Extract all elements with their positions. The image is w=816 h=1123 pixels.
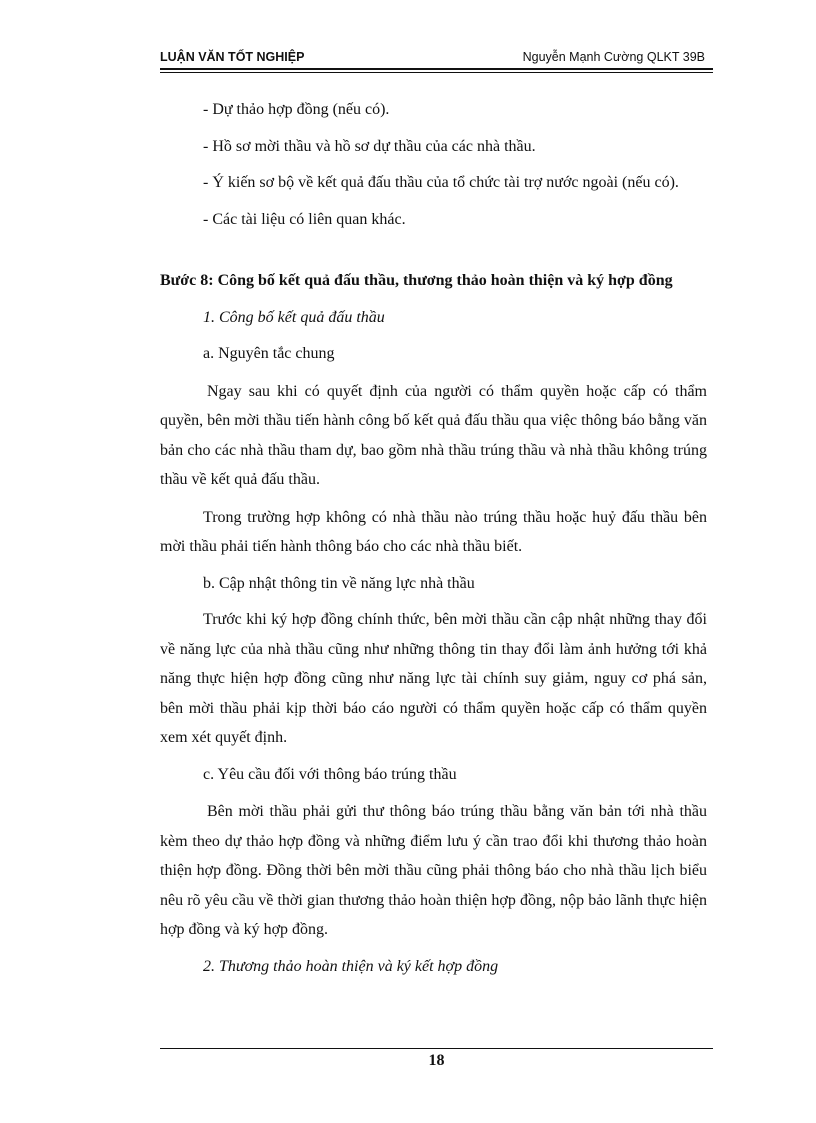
list-item: - Dự thảo hợp đồng (nếu có). [203,101,390,118]
subheading: c. Yêu cầu đối với thông báo trúng thầu [203,765,457,783]
thesis-label: LUẬN VĂN TỐT NGHIỆP [160,50,305,64]
header-rule-thin [160,72,713,73]
body-paragraph: Trong trường hợp không có nhà thầu nào trúng thầu hoặc huỷ đấu thầu bên mời thầu phải tiến hành thông báo cho các nhà thầu biết. [160,508,707,555]
page-body [160,95,707,981]
list-item: - Các tài liệu có liên quan khác. [203,210,406,228]
author-label: Nguyễn Mạnh Cường QLKT 39B [522,50,705,64]
body-paragraph: Ngay sau khi có quyết định của người có thẩm quyền hoặc cấp có thẩm quyền, bên mời thầu tiến hành công bố kết quả đấu thầu qua việc thông báo bằng văn bản cho các nhà thầu tham dự, bao gồm nhà thầu trúng thầu và nhà thầu không trúng thầu về kết quả đấu thầu. [160,382,707,488]
list-item: - Hồ sơ mời thầu và hồ sơ dự thầu của các nhà thầu. [203,137,536,155]
footer-rule [160,1048,713,1049]
list-item: - Ý kiến sơ bộ về kết quả đấu thầu của tổ chức tài trợ nước ngoài (nếu có). [203,174,679,191]
section-heading: Bước 8: Công bố kết quả đấu thầu, thương thảo hoàn thiện và ký hợp đồng [160,272,673,289]
header-rule [160,68,713,70]
subheading: a. Nguyên tắc chung [203,345,335,362]
subsection-heading: 2. Thương thảo hoàn thiện và ký kết hợp đồng [203,957,499,975]
body-paragraph: Bên mời thầu phải gửi thư thông báo trúng thầu bằng văn bản tới nhà thầu kèm theo dự thảo hợp đồng và những điểm lưu ý cần trao đổi khi thương thảo hoàn thiện hợp đồng. Đồng thời bên mời thầu cũng phải thông báo cho nhà thầu lịch biểu nêu rõ yêu cầu về thời gian thương thảo hoàn thiện hợp đồng, nộp bảo lãnh thực hiện hợp đồng và ký hợp đồng. [160,803,707,938]
subheading: b. Cập nhật thông tin về năng lực nhà thầu [203,574,475,592]
body-paragraph: Trước khi ký hợp đồng chính thức, bên mời thầu cần cập nhật những thay đổi về năng lực của nhà thầu cũng như những thông tin thay đổi làm ảnh hưởng tới khả năng thực hiện hợp đồng cũng như năng lực tài chính suy giảm, nguy cơ phá sản, bên mời thầu phải kịp thời báo cáo người có thẩm quyền hoặc cấp có thẩm quyền xem xét quyết định. [160,611,707,746]
page-number: 18 [428,1052,445,1069]
subsection-heading: 1. Công bố kết quả đấu thầu [203,308,385,326]
